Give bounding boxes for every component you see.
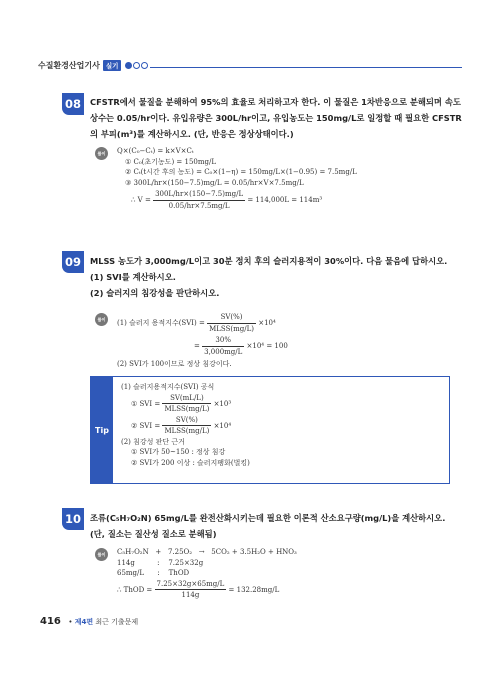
q10-solution [117, 547, 297, 601]
q09-svi-label: (1) 슬러지 용적지수(SVI) = [117, 319, 205, 327]
footer-section: • 제4편 최근 기출문제 [68, 618, 139, 626]
header-dots-icon [124, 62, 148, 69]
q09-answer-1b: = $\frac{30\%}{3,000mg/L}$ ×10⁴ = 100 [194, 336, 288, 356]
q10-result-line [117, 579, 297, 601]
tip-line-4: (2) 침강성 판단 근거 [121, 437, 185, 446]
tip-num-1: SV(mL/L) [162, 393, 211, 405]
question-09-sub-1: (1) SVI를 계산하시오. [90, 272, 176, 282]
q09-answer-2: (2) SVI가 100이므로 정상 침강이다. [117, 360, 232, 368]
q10-denominator: 114g [181, 591, 200, 599]
tip-box [90, 376, 450, 484]
tip-fraction-1 [162, 393, 211, 415]
question-08-text: CFSTR에서 물질을 분해하여 95%의 효율로 처리하고자 한다. 이 물질은 1차반응으로 분해되며 속도상수는 0.05/hr이다. 유입유량은 300L/hr이고, 유입농도는 150mg/L로 일정할 때 필요한 CFSTR의 부피(m³)를 계산하시오. (단, 반응은 정상상태이다.) [90, 97, 462, 139]
tip-factor-1: ×10³ [213, 399, 232, 408]
q08-numerator: 300L/hr×(150−7.5)mg/L [153, 189, 245, 201]
q08-line-2: ① C₀(초기농도) = 150mg/L [125, 157, 216, 166]
q08-denominator: 0.05/hr×7.5mg/L [168, 201, 230, 210]
tip-line-1: (1) 슬러지용적지수(SVI) 공식 [121, 383, 215, 391]
running-header [38, 60, 148, 71]
question-09-text: MLSS 농도가 3,000mg/L이고 30분 정치 후의 슬러지용적이 30%이다. 다음 물음에 답하시오. [90, 256, 448, 266]
question-number-10: 10 [62, 508, 84, 530]
q09-fraction-2 [202, 335, 244, 357]
q10-reaction: C₅H₇O₂N + 7.25O₂ → 5CO₂ + 3.5H₂O + HNO₃ [117, 548, 297, 556]
solution-tag-icon: 풀이 [95, 313, 108, 326]
q08-solution [117, 146, 357, 211]
q09-result-1: ×10⁴ = 100 [246, 342, 288, 350]
tip-content [121, 382, 250, 468]
q09-fraction-1 [207, 312, 256, 334]
q09-factor-1: ×10⁴ [258, 319, 276, 327]
solution-tag-icon: 풀이 [95, 548, 108, 561]
tip-line-6: ② SVI가 200 이상 : 슬러지팽화(벌킹) [131, 458, 250, 467]
page-number: 416 [40, 616, 61, 627]
q09-answer-1 [117, 312, 288, 334]
q08-result: = 114,000L = 114m³ [247, 196, 323, 204]
q08-result-label: ∴ V = [131, 196, 151, 204]
header-title: 수질환경산업기사 [38, 61, 100, 70]
q08-line-5 [131, 189, 357, 211]
header-rule [150, 67, 462, 68]
tip-fraction-2 [162, 415, 211, 437]
q10-fraction [155, 579, 227, 601]
tip-den-2: MLSS(mg/L) [164, 427, 210, 435]
q09-num-1: SV(%) [207, 312, 256, 324]
q08-line-1: Q×(C₀−Cₜ) = k×V×Cₜ [117, 147, 194, 155]
q08-fraction [153, 189, 245, 211]
tip-svi-label-2: ② SVI = [131, 421, 161, 430]
q09-solution [117, 312, 288, 370]
question-10-text: 조류(C₅H₇O₂N) 65mg/L를 완전산화시키는데 필요한 이론적 산소요구량(mg/L)을 계산하시오. (단, 질소는 질산성 질소로 분해됨) [90, 513, 446, 539]
footer-title: 최근 기출문제 [95, 618, 139, 626]
footer-part: 제4편 [74, 618, 94, 626]
question-number-09: 09 [62, 251, 84, 273]
tip-line-5: ① SVI가 50~150 : 정상 침강 [131, 448, 226, 456]
tip-den-1: MLSS(mg/L) [164, 405, 210, 413]
q09-num-2: 30% [202, 335, 244, 347]
q10-numerator: 7.25×32g×65mg/L [155, 579, 227, 591]
q10-ratio-1: 114g : 7.25×32g [117, 558, 204, 567]
q08-line-3: ② Cₜ(t시간 후의 농도) = C₀×(1−η) = 150mg/L×(1−0.95) = 7.5mg/L [125, 168, 357, 176]
tip-line-2 [131, 393, 250, 415]
q08-line-4: ③ 300L/hr×(150−7.5)mg/L = 0.05/hr×V×7.5mg/L [125, 178, 304, 187]
question-09-sub-2: (2) 슬러지의 침강성을 판단하시오. [90, 288, 220, 298]
tip-label: Tip [91, 377, 113, 483]
question-09-block [90, 253, 462, 301]
tip-svi-label-1: ① SVI = [131, 399, 161, 408]
q09-den-1: MLSS(mg/L) [209, 324, 254, 333]
tip-line-3 [131, 415, 250, 437]
header-badge: 실기 [103, 60, 122, 71]
page-footer [40, 616, 138, 627]
q10-result: = 132.28mg/L [228, 585, 280, 594]
solution-tag-icon: 풀이 [95, 147, 108, 160]
question-number-08: 08 [62, 93, 84, 115]
q10-result-label: ∴ ThOD = [117, 585, 153, 594]
tip-num-2: SV(%) [162, 415, 211, 427]
q09-den-2: 3,000mg/L [204, 347, 243, 356]
tip-factor-2: ×10⁴ [213, 421, 232, 430]
q10-ratio-2: 65mg/L : ThOD [117, 569, 190, 577]
